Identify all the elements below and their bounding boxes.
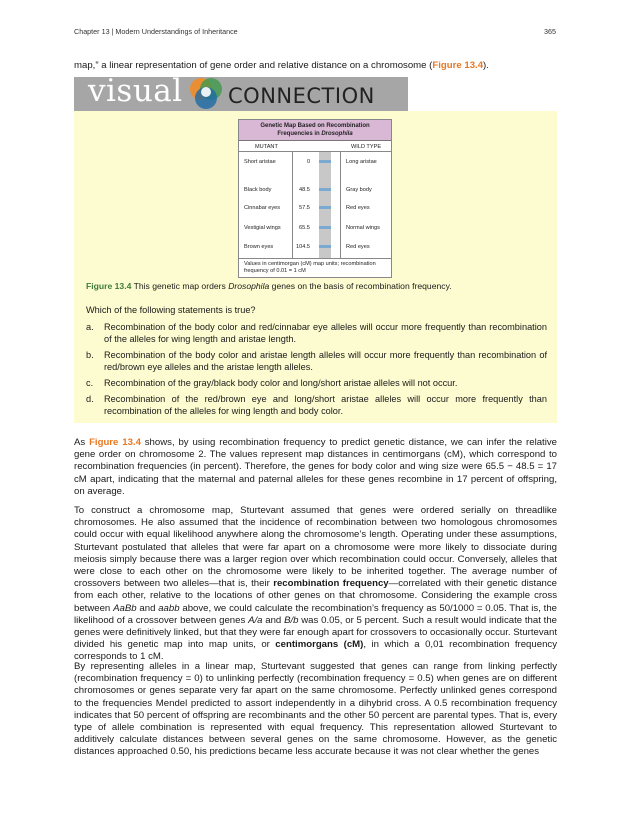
wild-type-trait: Red eyes [346,244,370,250]
option-text: Recombination of the body color and red/cinnabar eye alleles will occur more frequently than recombination of the alleles for wing length and aristae length. [104,322,547,344]
paragraph-text: and [262,614,285,626]
gene-pair: A/a [248,614,263,626]
chromosome-bar [319,152,331,258]
map-distance: 48.5 [299,187,310,193]
option-letter: b. [86,350,94,360]
intro-text-end: ). [483,60,489,71]
option-letter: c. [86,378,94,388]
option-text: Recombination of the gray/black body color and long/short aristae alleles will not occur. [104,378,458,388]
caption-text: This genetic map orders [131,281,229,291]
locus-marker [319,188,331,191]
banner-connection-text: CONNECTION [228,84,375,108]
locus-marker [319,206,331,209]
mutant-trait: Vestigial wings [244,225,281,231]
map-distance: 0 [307,159,311,165]
paragraph-text: was 0.05, or 5 percent. Such a result would indicate that the genes were definitively linked, but that they were far enough apart for crossovers to occasionally occur. Sturtevant divided his genetic map into map units, or [74,614,557,651]
genetic-map-title-line1: Genetic Map Based on Recombination [260,123,370,129]
title-species: Drosophila [321,130,353,137]
paragraph-text: , in which a 0,01 recombination frequency corresponds to 1 cM. [74,639,557,663]
locus-marker [319,245,331,248]
genetic-map-title [239,120,391,141]
paragraph-text: As [74,437,90,448]
wild-type-header: WILD TYPE [351,144,382,150]
paragraph-2 [74,505,557,664]
column-divider-2 [340,151,341,258]
wild-type-trait: Red eyes [346,205,370,211]
figure-caption [86,281,452,291]
caption-species: Drosophila [228,281,270,291]
genetic-map-footnote: Values in centimorgan (cM) map units; recombination frequency of 0.01 = 1 cM [244,261,376,274]
option-text: Recombination of the red/brown eye and long/short aristae alleles will occur more frequently than recombination of the alleles for wing length and body color. [104,394,547,416]
genotype: AaBb [113,602,137,614]
intro-line [74,60,557,72]
paragraph-text: shows, by using recombination frequency to predict genetic distance, we can infer the relative gene order on chromosome 2. The values represent map distances in centimorgans (cM), which correspond to recombination frequencies (in percent). Therefore, the genes for body color and wing size were 65.5 − 48.5 = 17 cM apart, indicating that the maternal and paternal alleles for these genes recombine in 17 percent of offspring, on average. [74,437,557,497]
intro-text: map,” a linear representation of gene order and relative distance on a chromosome ( [74,60,433,71]
paragraph-text: —correlated with their genetic distance from each other, relative to the locations of other genes on that chromosome. Considering the example cross between [74,578,558,614]
option-text: Recombination of the body color and aristae length alleles will occur more frequently than recombination of red/brown eye alleles and the aristae length alleles. [104,350,547,372]
locus-marker [319,160,331,163]
paragraph-3: By representing alleles in a linear map, Sturtevant suggested that genes can range from linking perfectly (recombination frequency = 0) to unlinking perfectly (recombination frequency = 0.5) when genes are on different chromosomes or genes separate very far apart on the same chromosome. Perfectly unlinked genes correspond to the frequencies Mendel predicted to assort independently in a dihybrid cross. A 0.5 recombination frequency indicates that 50 percent of offspring are recombinants and the other 50 percent are parental types. That is, every type of allele combination is represented with equal frequency. This representation allowed Sturtevant to additively calculate distances between several genes on the same chromosome. However, as the genetic distances approached 0.50, his predictions became less accurate because it was not clear whether the genes [74,661,557,758]
option-letter: a. [86,322,94,332]
key-term: recombination frequency [273,578,389,590]
map-distance: 104.5 [296,244,310,250]
key-term: centimorgans (cM) [275,639,364,651]
mutant-trait: Brown eyes [244,244,274,250]
banner-visual-text: visual [88,73,183,109]
mutant-trait: Cinnabar eyes [244,205,281,211]
wild-type-trait: Normal wings [346,225,380,231]
header-divider [239,151,391,152]
venn-logo-icon [184,74,228,114]
option-letter: d. [86,394,94,404]
mutant-trait: Black body [244,187,272,193]
caption-text-end: genes on the basis of recombination frequency. [269,281,452,291]
figure-link[interactable]: Figure 13.4 [432,60,484,71]
visual-connection-banner [74,73,408,111]
map-distance: 57.5 [299,205,310,211]
mutant-trait: Short aristae [244,159,276,165]
wild-type-trait: Long aristae [346,159,377,165]
paragraph-text: and [136,602,159,614]
figure-label: Figure 13.4 [86,281,132,291]
question-text: Which of the following statements is true? [86,305,256,315]
genotype: aabb [158,602,180,614]
wild-type-trait: Gray body [346,187,372,193]
mutant-header: MUTANT [255,144,278,150]
map-distance: 65.5 [299,225,310,231]
genetic-map-figure [238,119,392,278]
paragraph-text: To construct a chromosome map, Sturtevant assumed that genes were ordered serially on threadlike chromosomes. He also assumed that the incidence of recombination between two homologous chromosomes could occur with equal likelihood anywhere along the chromosome’s length. Operating under these assumptions, Sturtevant postulated that alleles that were far apart on a chromosome were more likely to dissociate during meiosis simply because there was a larger region over which recombination could occur. Conversely, alleles that were close to each other on the chromosome were likely to be inherited together. The average number of crossovers between two alleles—that is, their [74,505,557,590]
page-number: 365 [544,27,556,36]
column-divider-1 [292,151,293,258]
title-prefix: Frequencies in [277,130,322,137]
footer-divider [239,258,391,259]
gene-pair: B/b [284,614,299,626]
locus-marker [319,226,331,229]
paragraph-text: above, we could calculate the recombination’s frequency as 50/1000 = 0.05. That is, the likelihood of a crossover between genes [74,602,558,626]
paragraph-1 [74,437,557,498]
chapter-header: Chapter 13 | Modern Understandings of Inheritance [74,27,238,36]
figure-link[interactable]: Figure 13.4 [89,437,141,448]
genetic-map-title-line2 [239,131,391,139]
